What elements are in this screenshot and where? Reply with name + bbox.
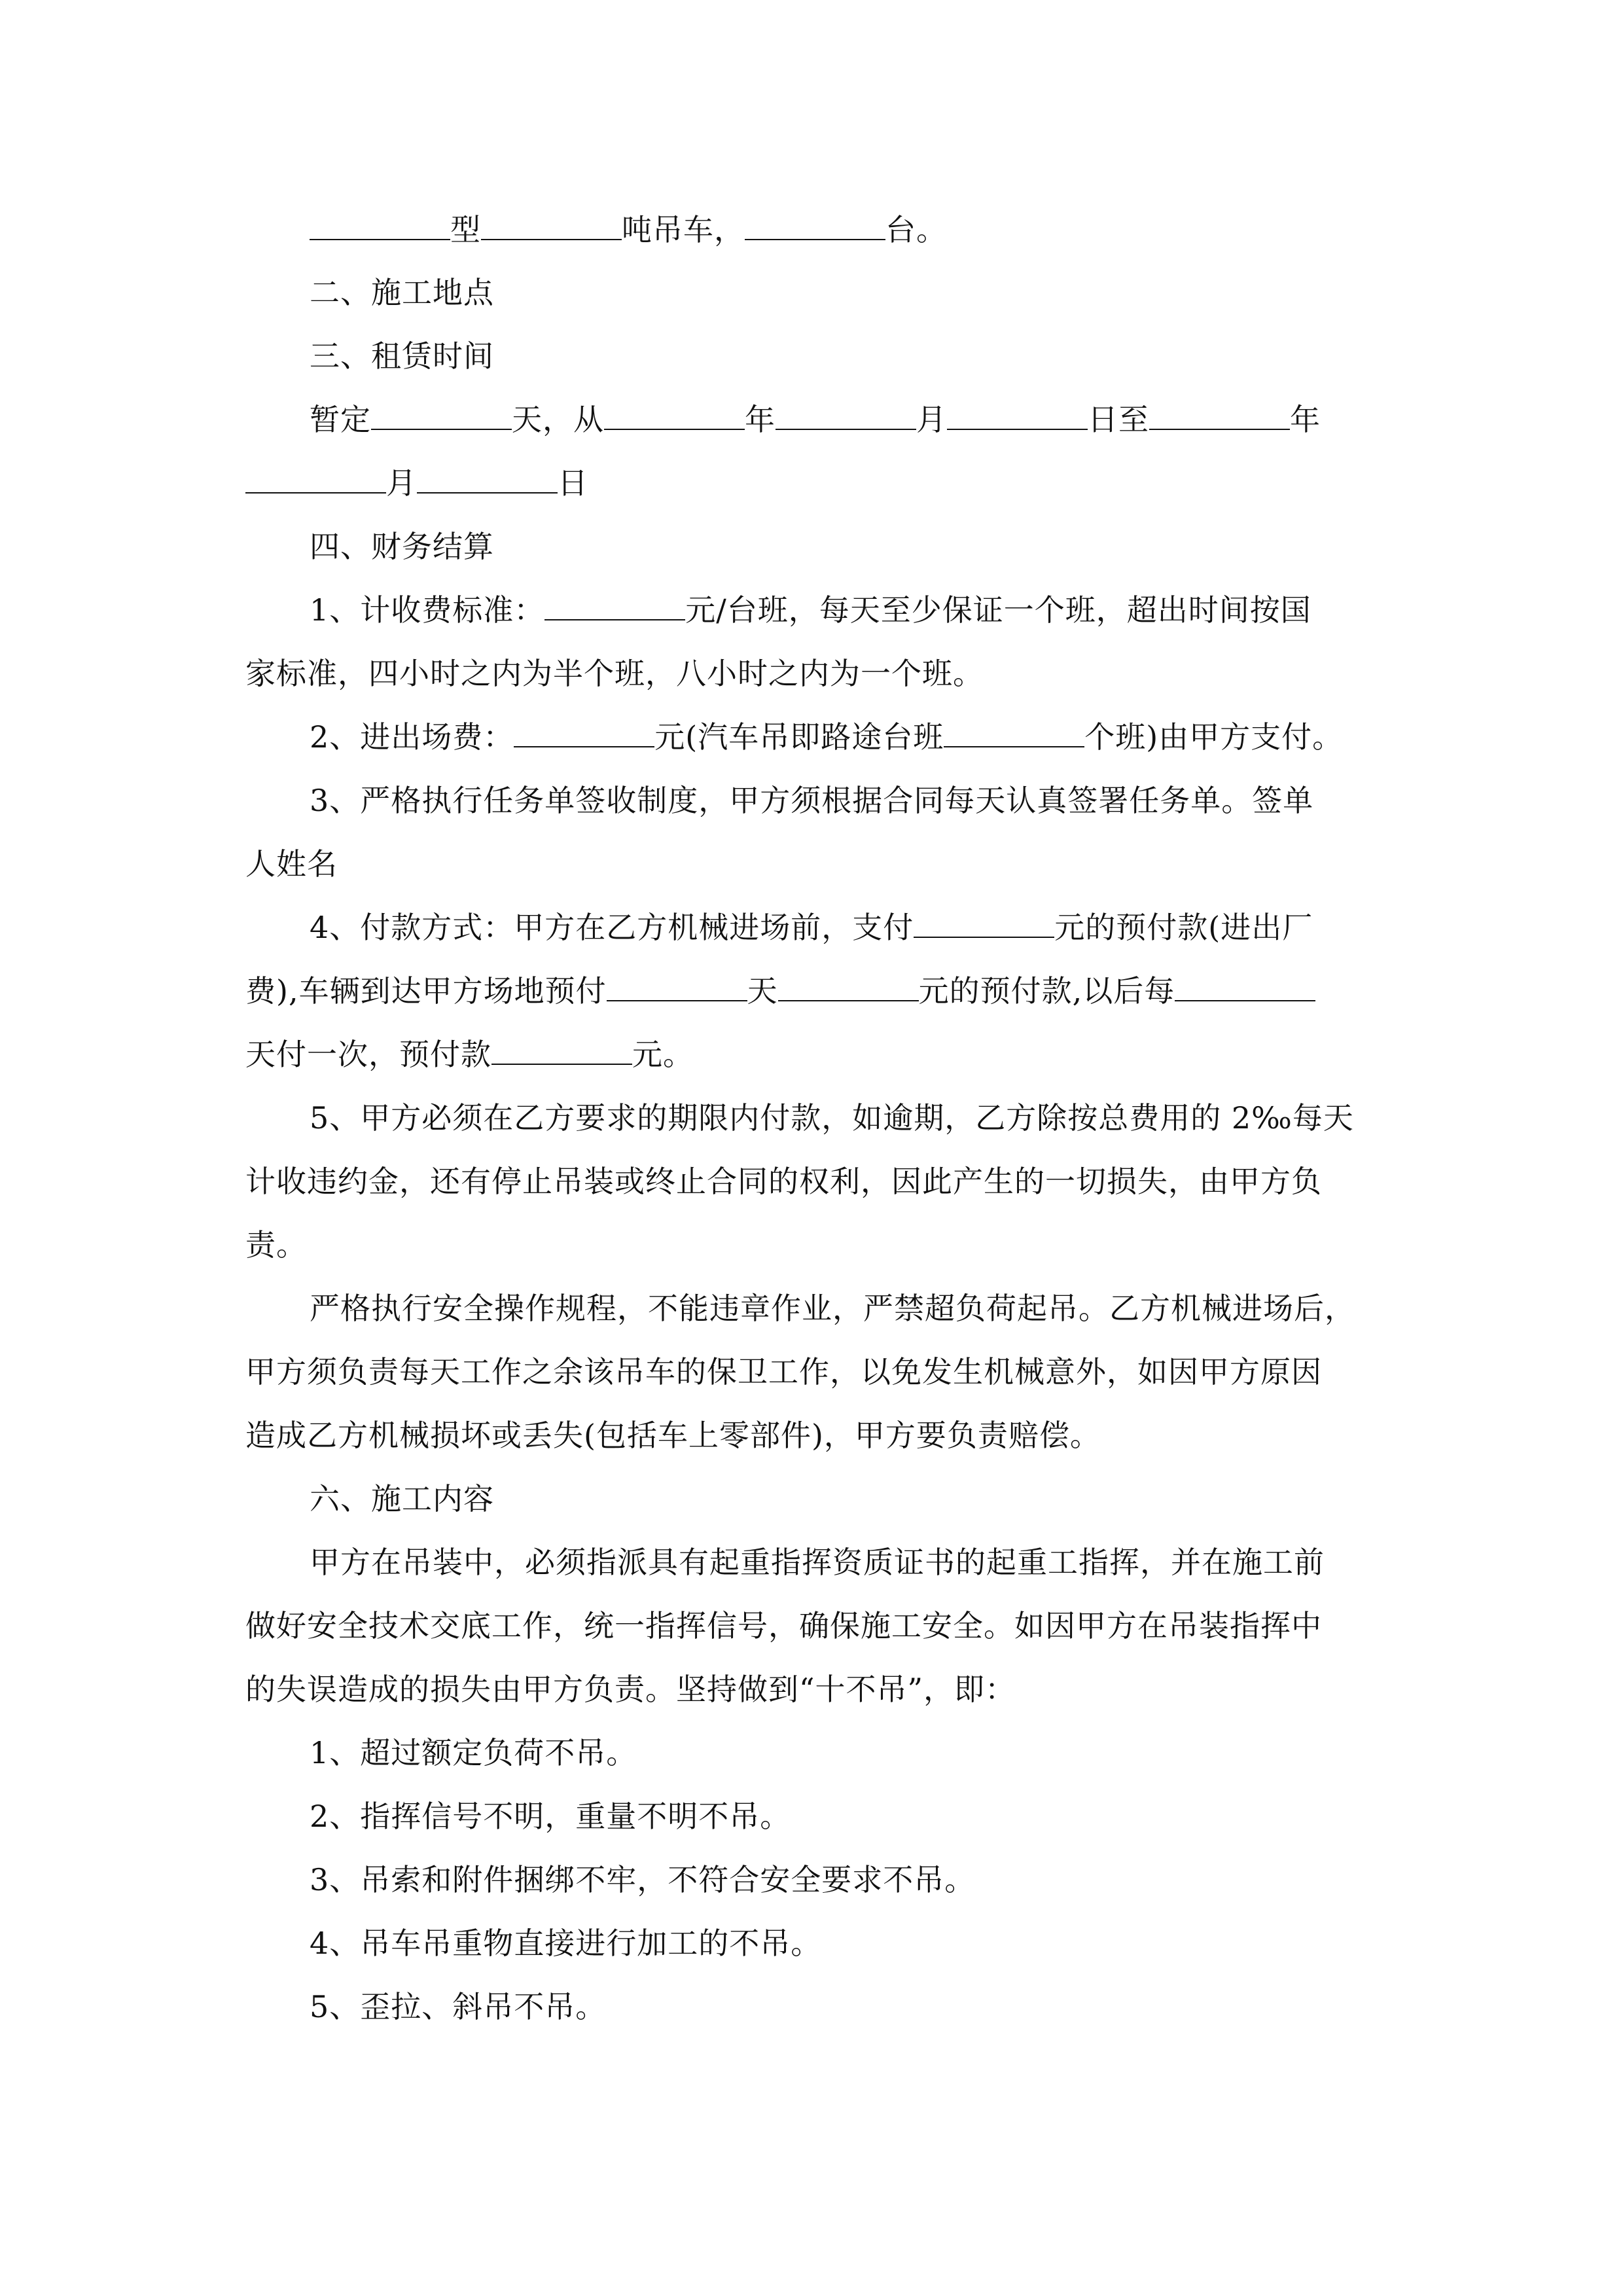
advance-payment-blank <box>914 905 1054 938</box>
interval-days-blank <box>1175 969 1315 1001</box>
start-year-blank <box>604 397 745 430</box>
entry-exit-fee-blank <box>514 715 654 747</box>
section-heading-rental-time: 三、租赁时间 <box>310 338 494 374</box>
prepay-days-blank <box>607 969 747 1001</box>
rule-item-3: 3、吊索和附件捆绑不牢，不符合安全要求不吊。 <box>310 1862 976 1897</box>
crane-model-blank <box>310 207 450 240</box>
payment-method-line: 4、付款方式：甲方在乙方机械进场前，支付 元的预付款(进出厂 <box>310 895 1397 960</box>
start-day-blank <box>947 397 1088 430</box>
task-sign-line-2: 人姓名 <box>245 846 338 882</box>
late-payment-line: 5、甲方必须在乙方要求的期限内付款，如逾期，乙方除按总费用的 2‰每天 <box>310 1100 1354 1136</box>
safety-line-3: 造成乙方机械损坏或丢失(包括车上零部件)，甲方要负责赔偿。 <box>245 1418 1101 1453</box>
entry-exit-fee-line: 2、进出场费： 元(汽车吊即路途台班 个班)由甲方支付。 <box>310 705 1397 769</box>
section-heading-construction: 六、施工内容 <box>310 1481 494 1516</box>
payment-method-line-2: 费),车辆到达甲方场地预付 天 元的预付款,以后每 <box>245 959 1397 1023</box>
end-day-blank <box>417 461 558 493</box>
rental-period-line-2: 月 日 <box>245 451 1397 515</box>
section-heading-finance: 四、财务结算 <box>310 529 494 564</box>
late-payment-line-3: 责。 <box>245 1227 307 1263</box>
lifting-command-line-3: 的失误造成的损失由甲方负责。坚持做到“十不吊”，即： <box>245 1672 1016 1707</box>
periodic-prepay-blank <box>491 1032 632 1065</box>
lifting-command-line: 甲方在吊装中，必须指派具有起重指挥资质证书的起重工指挥，并在施工前 <box>310 1545 1325 1580</box>
days-blank <box>371 397 512 430</box>
payment-method-line-3: 天付一次，预付款 元。 <box>245 1022 1397 1086</box>
section-heading-site: 二、施工地点 <box>310 275 494 310</box>
road-shift-blank <box>944 715 1084 747</box>
end-year-blank <box>1149 397 1290 430</box>
fee-rate-blank <box>544 588 685 620</box>
crane-tonnage-blank <box>481 207 622 240</box>
rental-period-line: 暂定 天，从 年 月 日至 年 <box>310 387 1397 452</box>
crane-spec-line: 型 吨吊车， 台。 <box>310 198 1397 262</box>
rule-item-1: 1、超过额定负荷不吊。 <box>310 1735 637 1770</box>
fee-standard-line: 1、计收费标准： 元/台班，每天至少保证一个班，超出时间按国 <box>310 578 1397 642</box>
rule-item-5: 5、歪拉、斜吊不吊。 <box>310 1989 607 2024</box>
lifting-command-line-2: 做好安全技术交底工作，统一指挥信号，确保施工安全。如因甲方在吊装指挥中 <box>245 1608 1322 1643</box>
safety-line-2: 甲方须负责每天工作之余该吊车的保卫工作，以免发生机械意外，如因甲方原因 <box>245 1354 1322 1390</box>
fee-standard-line-2: 家标准，四小时之内为半个班，八小时之内为一个班。 <box>245 656 984 691</box>
prepay-amount-blank <box>778 969 919 1001</box>
end-month-blank <box>245 461 386 493</box>
start-month-blank <box>776 397 916 430</box>
crane-quantity-blank <box>745 207 885 240</box>
rule-item-4: 4、吊车吊重物直接进行加工的不吊。 <box>310 1926 822 1961</box>
late-payment-line-2: 计收违约金，还有停止吊装或终止合同的权利，因此产生的一切损失，由甲方负 <box>245 1164 1322 1199</box>
safety-line: 严格执行安全操作规程，不能违章作业，严禁超负荷起吊。乙方机械进场后， <box>310 1291 1355 1326</box>
task-sign-line: 3、严格执行任务单签收制度，甲方须根据合同每天认真签署任务单。签单 <box>310 783 1314 818</box>
rule-item-2: 2、指挥信号不明，重量不明不吊。 <box>310 1799 791 1834</box>
